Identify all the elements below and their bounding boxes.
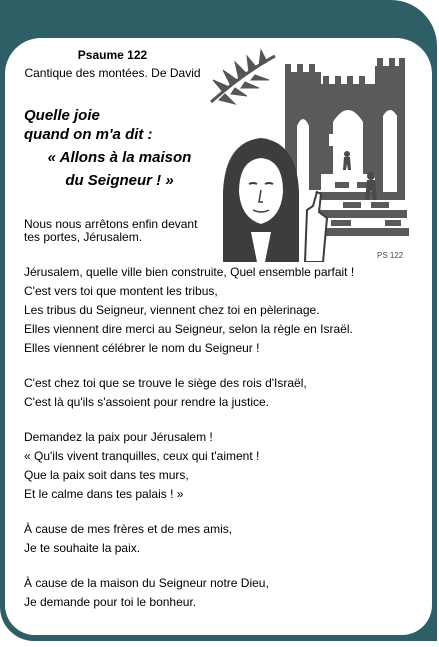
gate-arch-left [297, 119, 309, 190]
psalm-body [24, 263, 424, 628]
stanza [24, 574, 424, 612]
verse-line: « Qu'ils vivent tranquilles, ceux qui t'aiment ! [24, 449, 260, 463]
verse-line: À cause de mes frères et de mes amis, [24, 522, 233, 536]
verse-line: Je te souhaite la paix. [24, 541, 141, 555]
headline-line-4: du Seigneur ! » [65, 172, 174, 189]
headline [24, 106, 209, 190]
title-block [20, 48, 205, 81]
psalm-number: Psaume 122 [77, 48, 148, 62]
verse-line: Jérusalem, quelle ville bien construite, Quel ensemble parfait ! [24, 265, 355, 279]
intro-text: Nous nous arrêtons enfin devant tes portes, Jérusalem. [24, 217, 198, 244]
verse-line: Les tribus du Seigneur, viennent chez toi en pèlerinage. [24, 303, 320, 317]
stanza [24, 263, 424, 358]
headline-line-1: Quelle joie [24, 107, 100, 124]
verse-line: Je demande pour toi le bonheur. [24, 595, 197, 609]
stanza [24, 428, 424, 504]
stanza [24, 374, 424, 412]
verse-line: Demandez la paix pour Jérusalem ! [24, 430, 213, 444]
illustration-caption: PS 122 [377, 251, 404, 260]
verse-line: Et le calme dans tes palais ! » [24, 487, 184, 501]
verse-line: Elles viennent dire merci au Seigneur, selon la règle en Israël. [24, 322, 353, 336]
verse-line: C'est là qu'ils s'assoient pour rendre la justice. [24, 395, 269, 409]
headline-line-2: quand on m'a dit : [24, 126, 153, 143]
stanza [24, 520, 424, 558]
psalm-illustration [205, 42, 412, 262]
psalm-subtitle: Cantique des montées. De David [24, 66, 201, 80]
window-slit [329, 134, 333, 146]
verse-line: C'est chez toi que se trouve le siège des rois d'Israël, [24, 376, 307, 390]
verse-line: À cause de la maison du Seigneur notre Dieu, [24, 576, 269, 590]
gate-arch-right [383, 110, 397, 196]
verse-line: C'est vers toi que montent les tribus, [24, 284, 218, 298]
headline-line-3: « Allons à la maison [47, 149, 192, 166]
verse-line: Que la paix soit dans tes murs, [24, 468, 189, 482]
verse-line: Elles viennent célébrer le nom du Seigneur ! [24, 341, 260, 355]
